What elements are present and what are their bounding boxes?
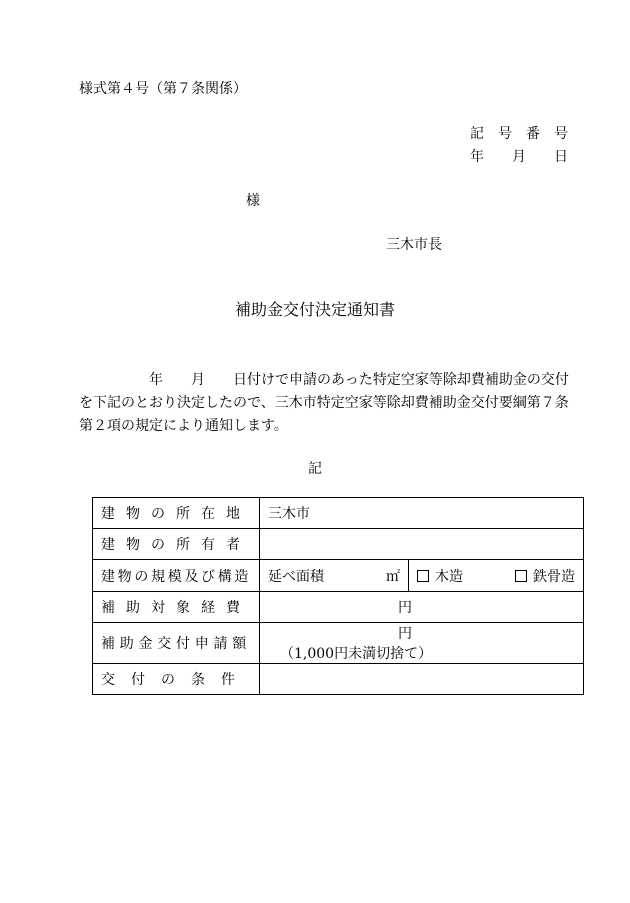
body-line-2: を下記のとおり決定したので、三木市特定空家等除却費補助金交付要綱第７条 <box>79 395 569 411</box>
ki-heading: 記 <box>308 461 322 477</box>
table-row <box>93 623 584 664</box>
scale-label: 建 物 の 規 模 及 び 構 造 <box>93 560 260 592</box>
amount-value[interactable] <box>260 623 584 664</box>
body-line-1: 年 月 日付けで申請のあった特定空家等除却費補助金の交付 <box>79 372 569 388</box>
conditions-value[interactable] <box>260 664 584 695</box>
wood-option[interactable]: 木造 <box>417 566 463 586</box>
amount-unit: 円 <box>398 626 412 642</box>
checkbox-icon[interactable] <box>417 570 429 582</box>
location-label: 建 物 の 所 在 地 <box>93 498 260 529</box>
owner-label: 建 物 の 所 有 者 <box>93 529 260 560</box>
checkbox-icon[interactable] <box>515 570 527 582</box>
table-row <box>93 529 584 560</box>
location-value[interactable]: 三木市 <box>260 498 584 529</box>
body-line-3: 第２項の規定により通知します。 <box>79 418 288 434</box>
conditions-label: 交 付 の 条 件 <box>93 664 260 695</box>
table-row <box>93 498 584 529</box>
cost-value[interactable] <box>260 592 584 623</box>
floor-area-field[interactable] <box>260 560 409 591</box>
floor-area-unit: ㎡ <box>386 568 400 585</box>
document-title: 補助金交付決定通知書 <box>234 300 395 319</box>
steel-option[interactable]: 鉄骨造 <box>515 566 575 586</box>
details-table <box>92 497 584 695</box>
amount-note: （1,000円未満切捨て） <box>280 646 433 662</box>
form-number: 様式第４号（第７条関係） <box>79 81 247 97</box>
structure-options <box>409 560 583 591</box>
addressee: 様 <box>246 193 260 209</box>
document-date: 年 月 日 <box>470 149 568 165</box>
cost-label: 補 助 対 象 経 費 <box>93 592 260 623</box>
floor-area-label: 延べ面積 <box>268 568 324 585</box>
owner-value[interactable] <box>260 529 584 560</box>
cost-unit: 円 <box>398 600 412 616</box>
scale-value <box>260 560 584 592</box>
table-row <box>93 560 584 592</box>
amount-label: 補 助 金 交 付 申 請 額 <box>93 623 260 664</box>
table-row <box>93 592 584 623</box>
document-number: 記 号 番 号 <box>470 126 568 142</box>
issuer: 三木市長 <box>386 237 442 253</box>
table-row <box>93 664 584 695</box>
